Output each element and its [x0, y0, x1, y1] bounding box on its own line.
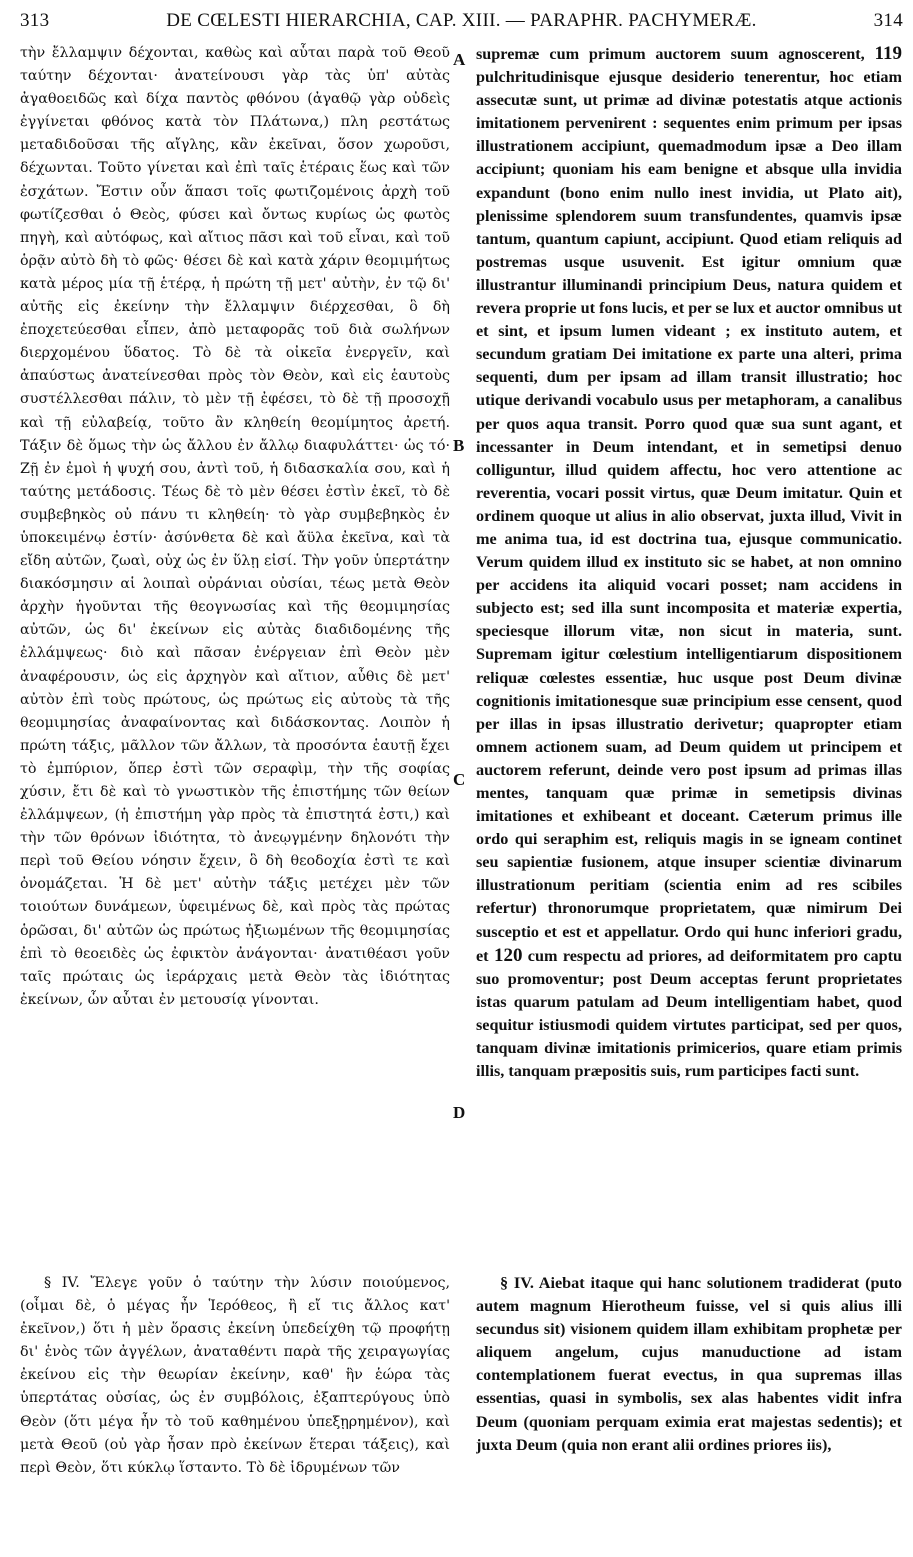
greek-section-iv: [20, 1272, 450, 1524]
margin-marker-a: A: [453, 50, 466, 69]
latin-text-part-a: supremæ cum primum auctorem suum agnoscerent,: [476, 45, 865, 63]
greek-section-iv-text: § IV. Ἔλεγε γοῦν ὁ ταύτην τὴν λύσιν ποιούμενος, (οἶμαι δὲ, ὁ μέγας ἦν Ἱερόθεος, ἢ εἴ τις ἄλλος κατ' ἐκεῖνον,) ὅτι ἡ μὲν ὅρασις ἐκείνη ὑπεδείχθη τῷ προφήτῃ δι' ἑνὸς τῶν ἀγγέλων, ἀναταθέντι παρὰ τῆς χειραγωγίας ἐκείνου εἰς τὴν θεωρίαν ἐκείνην, καθ' ἣν ἑώρα τὰς ὑπερτάτας οὐσίας, ὡς ἐν συμβόλοις, ἑξαπτερύγους ὑπὸ Θεὸν (ὅτι μέγα ἦν τὸ τοῦ καθημένου ὑπεξῃρημένον), καὶ μετὰ Θεοῦ (οὐ γὰρ ἦσαν πρὸ ἐκείνων ἕτεραι τάξεις), καὶ περὶ Θεὸν, ὅτι κύκλῳ ἵσταντο. Τὸ δὲ ἱδρυμένων τῶν: [20, 1275, 450, 1476]
column-number-120: 120: [493, 944, 523, 966]
latin-translation-text: [476, 42, 902, 1083]
greek-column-top: [20, 42, 450, 1162]
margin-marker-d: D: [453, 1103, 466, 1122]
latin-text-part-c: cum respectu ad priores, ad deiformitatem pro captu suo promoventur; post Deum acceptas ferunt proprietates istas quarum patulam ad Deum intelligentiam habet, quod sequitur istiusmodi quidem virtutes participat, sed per quos, tanquam divinæ imitationis primicerios, quare etiam primis illis, tanquam præpositis suis, rum participes facti sunt.: [476, 946, 902, 1081]
latin-section-iv: [476, 1272, 902, 1524]
page-number-left: 313: [20, 10, 50, 31]
greek-paraphrase-text: τὴν ἔλλαμψιν δέχονται, καθὼς καὶ αὗται παρὰ τοῦ Θεοῦ ταύτην δέχονται· ἀνατείνουσι γὰρ τὰς ὑπ' αὐτὰς ἀγαθοειδῶς καὶ δίχα παντὸς φθόνου (ἀγαθῷ γὰρ οὐδεὶς ἐγγίνεται φθόνος κατὰ τὸν Πλάτωνα,) πλη ρεστάτως μεταδιδοῦσαι τῆς αἴγλης, κἂν ἐκεῖναι, ὅσον χωροῦσι, δέχωνται. Τοῦτο γίνεται καὶ ἐπὶ ταῖς ἑτέραις ἕως καὶ τῶν ἐσχάτων. Ἔστιν οὖν ἅπασι τοῖς φωτιζομένοις ἀρχὴ τοῦ φωτίζεσθαι ὁ Θεὸς, φύσει καὶ ὄντως κυρίως ὡς φωτὸς πηγὴ, καὶ αὐτόφως, καὶ αἴτιος πᾶσι καὶ τοῦ εἶναι, καὶ τοῦ ὁρᾷν αὐτὸ δὴ τὸ φῶς· θέσει δὲ καὶ κατὰ χάριν θεομιμήτως κατὰ μέρος μία τῇ ἑτέρᾳ, ἡ πρώτη τῇ μετ' αὐτὴν, ἐν τῷ δι' αὐτῆς εἰς ἐκείνην τὴν ἔλλαμψιν διέρχεσθαι, ὃ δὴ ἐποχετεύεσθαι εἶπεν, ἀπὸ μεταφορᾶς τοῦ διὰ σωλήνων διερχομένου ὕδατος. Τὸ δὲ τὰ οἰκεῖα ἐνεργεῖν, καὶ ἀπαύστως ἀνατείνεσθαι πρὸς τὸν Θεὸν, καὶ εἰς ἑαυτοὺς συστέλλεσθαι πάλιν, τὸ μὲν τῇ ἐφέσει, τὸ δὲ τῇ προσοχῇ καὶ τῇ εὐλαβείᾳ, τοῦτο ἂν κληθείη θεομίμητος ἀρετή. Τάξιν δὲ ὅμως τὴν ὡς ἄλλου ἐν ἄλλῳ διαφυλάττει· ὡς τό· Ζῇ ἐν ἐμοὶ ἡ ψυχή σου, ἀντὶ τοῦ, ἡ διδασκαλία σου, καὶ ἡ ταύτης μετάδοσις. Τέως δὲ τὸ μὲν θέσει ἐστὶν ἐκεῖ, τὸ δὲ συμβεβηκὸς οὐ πάνυ τι κληθείη· τὸ γὰρ συμβεβηκὸς ἐν ὑποκειμένῳ ἐστίν· ἀσύνθετα δὲ καὶ ἄϋλα ἐκεῖνα, καὶ τὰ εἴδη αὐτῶν, ζωαὶ, οὐχ ὡς ἐν ὕλῃ εἰσί. Τὴν γοῦν ὑπερτάτην διακόσμησιν αἱ λοιπαὶ οὐράνιαι οὐσίαι, τέως μετὰ Θεὸν ἀρχὴν ἡγοῦνται τῆς θεογνωσίας καὶ τῆς θεομιμησίας αὐτῶν, ὡς δι' ἐκείνων εἰς αὐτὰς διαδιδομένης τῆς ἐλλάμψεως· διὸ καὶ πᾶσαν ἐνέργειαν ἐπὶ Θεὸν μὲν ἀναφέρουσιν, ὡς εἰς ἀρχηγὸν καὶ αἴτιον, αὖθις δὲ μετ' αὐτὸν ἐπὶ τοὺς πρώτους, ὡς πρώτως εἰς αὐτοὺς τὰ τῆς θεομιμησίας ἀναφαίνοντας καὶ διδάσκοντας. Λοιπὸν ἡ πρώτη τάξις, μᾶλλον τῶν ἄλλων, τὰ προσόντα ἑαυτῇ ἔχει τὸ ἐμπύριον, ὅπερ ἐστὶ τῶν σεραφὶμ, τὴν τῆς σοφίας χύσιν, ἔτι δὲ καὶ τὸ γνωστικὸν τῆς ἐπιστήμης τῶν θείων ἐλλάμψεων, (ἡ ἐπιστήμη γὰρ πρὸς τὰ ἐπιστητά ἐστι,) καὶ τὴν τῶν θρόνων ἰδιότητα, τὸ ἀνεῳγμένην δηλονότι τὴν περὶ τοῦ Θείου νόησιν ἔχειν, ὃ δὴ θεοδοχία ἐστὶ τε καὶ ὀνομάζεται. Ἡ δὲ μετ' αὐτὴν τάξις μετέχει μὲν τῶν τοιούτων δυνάμεων, ὑφειμένως δὲ, καὶ πρὸς τὰς πρώτας ὁρῶσαι, δι' αὐτῶν ὡς πρώτως ἠξιωμένων τῆς θεομιμησίας ἐπὶ τὸ θεοειδὲς ὡς ἐφικτὸν ἀνάγονται· ἀνατιθέασι γοῦν ταῖς πρώταις ὡς ἱεράρχαις μετὰ Θεὸν τὰς ἰδιότητας ἐκείνων, ὧν αὗται ἐν μετουσίᾳ γίνονται.: [20, 45, 450, 1008]
margin-marker-c: C: [453, 770, 466, 789]
column-number-119: 119: [874, 43, 902, 64]
page-number-right: 314: [873, 10, 903, 31]
running-title: DE CŒLESTI HIERARCHIA, CAP. XIII. — PARAPHR. PACHYMERÆ.: [166, 10, 757, 31]
margin-marker-b: B: [453, 436, 465, 455]
latin-column-top: [476, 42, 902, 1162]
latin-text-part-b: pulchritudinisque ejusque desiderio tenerentur, hoc etiam assecutæ sunt, ut primæ ad divinæ potestatis atque actionis imitationem pervenirent : sequentes enim primum per ipsas illustrationem accipiunt, quemadmodum ipsæ a Deo illam accipiunt; quoniam his eam benigne et absque ulla invidia expandunt (bono enim nullo inest invidia, ut Plato ait), plenissime splendorem suum transfundentes, quamvis ipsæ tantum, quantum capiunt, accipiunt. Quod etiam reliquis ad postremas usque usuvenit. Est igitur omnium quæ illustrantur illuminandi principium Deus, natura quidem et revera proprie ut fons lucis, et per se lux et auctor omnibus ut et sint, et ipsum lumen videant ; ex instituto autem, et secundum gratiam Dei imitatione ex parte una alteri, prima sequenti, dum per ipsam ad illam transit illustratio; hoc utique derivandi vocabulo usus per metaphoram, a canalibus per quos aqua transit. Porro quod quæ sua sunt agant, et incessanter in Deum intendant, et in semetipsi denuo colliguntur, illud quidem affectu, hoc vero attentione ac reverentia, vocari possit virtus, quæ Deum imitatur. Quin et ordinem quoque ut alius in alio observat, juxta illud, Vivit in me anima tua, id est doctrina tua, ejusque communicatio. Verum quidem illud ex instituto sic se habet, at non omnino per accidens ita aliquid vocari posset; nam accidens in subjecto est; sed illa sunt incomposita et materiæ expertia, speciesque illorum vitæ, non sicut in materia, sunt. Supremam igitur cœlestium intelligentiarum dispositionem reliquæ cœlestes essentiæ, huc usque post Deum divinæ cognitionis imitationesque suæ principium esse censent, quod per illas in ipsas illustratio derivetur; quapropter etiam omnem actionem suam, ad Deum quidem ut principem et auctorem referunt, deinde vero post ipsum ad primas illas mentes, tanquam quæ primæ in semetipsis divinas imitationes et exhibeant et doceant. Cæterum primus ille ordo qui seraphim est, reliquis magis in se igneam continet seu sapientiæ fusionem, atque insuper scientiæ divinarum illustrationum peritiam (scientia enim ad res scibiles refertur) thronorumque proprietatem, quæ nimirum Dei susceptio et est et appellatur. Ordo qui hunc inferiori gradu, et: [476, 68, 902, 965]
running-header: [20, 6, 903, 34]
latin-section-iv-text: § IV. Aiebat itaque qui hanc solutionem tradiderat (puto autem magnum Hierotheum fuisse, vel si quis alius illi secundus sit) visionem quidem illam exhibitam prophetæ per aliquem angelum, cujus manuductione ad istam contemplationem fuerat evectus, in qua supremas illas essentias, quasi in symbolis, sex alas habentes vidit infra Deum (quoniam perquam eximia erat majestas sedentis); et juxta Deum (quia non erant alii ordines priores iis),: [476, 1274, 902, 1454]
